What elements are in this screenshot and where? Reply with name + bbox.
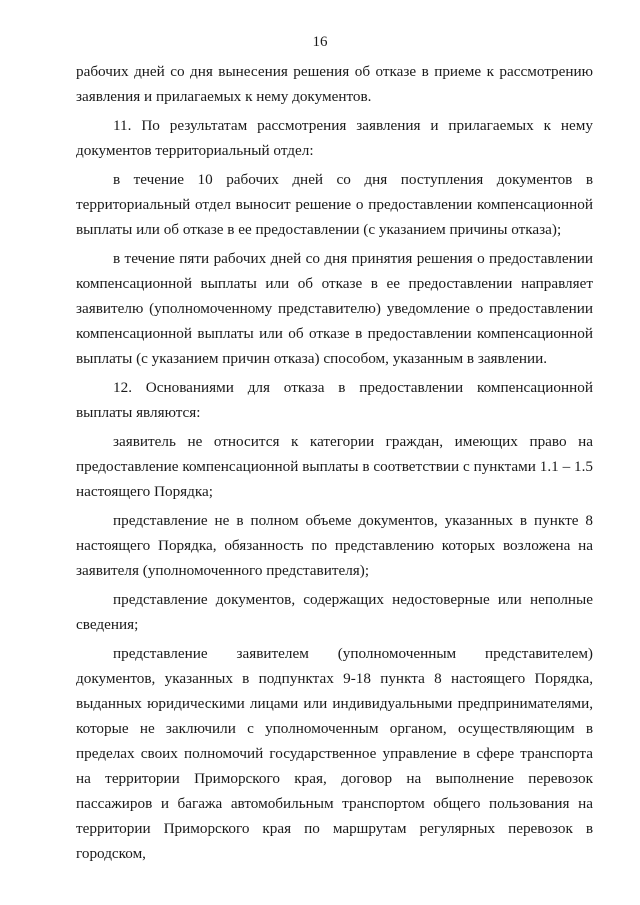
paragraph-clause-12-item-3: представление документов, содержащих недостоверные или неполные сведения;: [76, 591, 593, 633]
paragraph-clause-12-item-4: представление заявителем (уполномоченным представителем) документов, указанных в подпунктах 9-18 пункта 8 настоящего Порядка, выданных юридическими лицами или индивидуальными предпринимателями, которые не заключили с уполномоченным органом, осуществляющим в пределах своих полномочий государственное управление в сфере транспорта на территории Приморского края, договор на выполнение перевозок пассажиров и багажа автомобильным транспортом общего пользования на территории Приморского края по маршрутам регулярных перевозок в городском,: [76, 645, 593, 862]
paragraph-clause-12: 12. Основаниями для отказа в предоставлении компенсационной выплаты являются:: [76, 379, 593, 421]
paragraph-clause-11-item-1: в течение 10 рабочих дней со дня поступления документов в территориальный отдел выносит решение о предоставлении компенсационной выплаты или об отказе в ее предоставлении (с указанием причины отказа);: [76, 171, 593, 238]
document-body: [76, 59, 593, 866]
paragraph-clause-11-item-2: в течение пяти рабочих дней со дня принятия решения о предоставлении компенсационной выплаты или об отказе в ее предоставлении направляет заявителю (уполномоченному представителю) уведомление о предоставлении компенсационной выплаты или об отказе в предоставлении компенсационной выплаты (с указанием причин отказа) способом, указанным в заявлении.: [76, 250, 593, 367]
paragraph-clause-12-item-2: представление не в полном объеме документов, указанных в пункте 8 настоящего Порядка, обязанность по представлению которых возложена на заявителя (уполномоченного представителя);: [76, 512, 593, 579]
paragraph-continuation: рабочих дней со дня вынесения решения об отказе в приеме к рассмотрению заявления и прилагаемых к нему документов.: [76, 63, 593, 105]
page-number: 16: [312, 34, 328, 50]
paragraph-clause-12-item-1: заявитель не относится к категории граждан, имеющих право на предоставление компенсационной выплаты в соответствии с пунктами 1.1 – 1.5 настоящего Порядка;: [76, 433, 593, 500]
paragraph-clause-11: 11. По результатам рассмотрения заявления и прилагаемых к нему документов территориальный отдел:: [76, 117, 593, 159]
